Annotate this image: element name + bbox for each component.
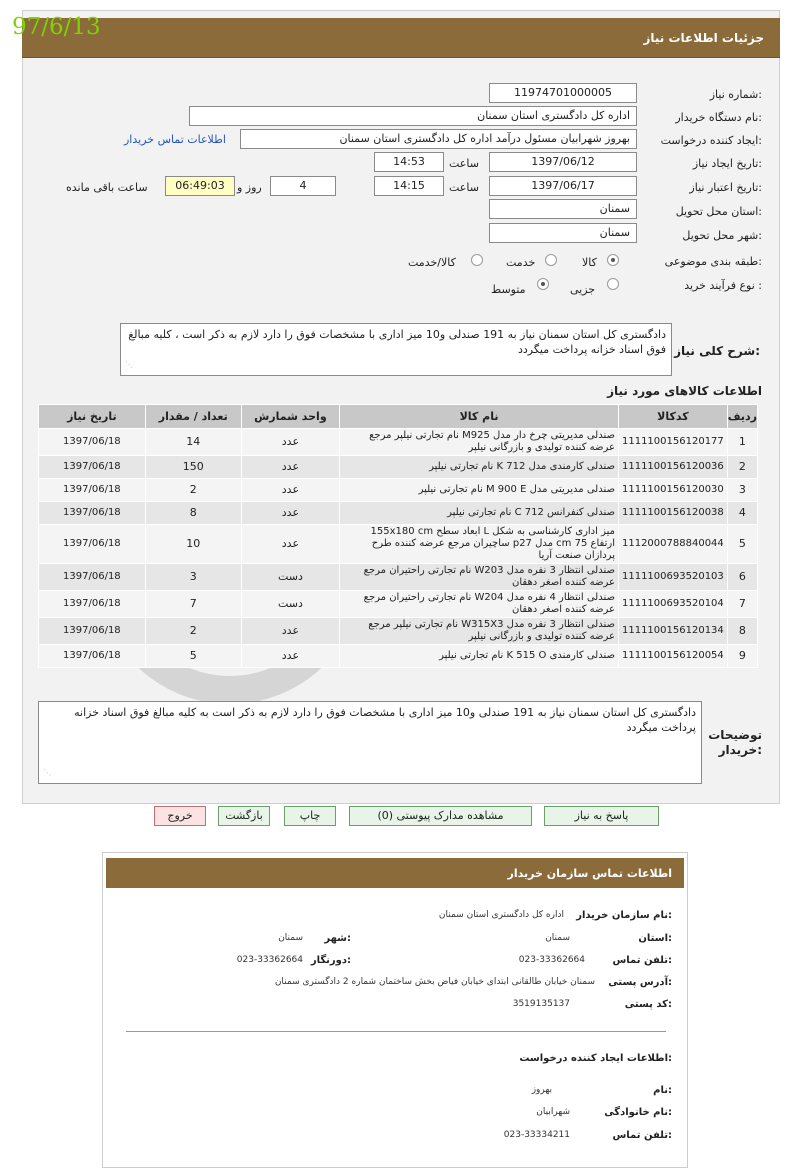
contact-province-value: سمنان [545, 933, 570, 943]
table-row [39, 591, 758, 618]
created-time-label: ساعت [449, 157, 479, 170]
date-cell: 1397/06/18 [39, 502, 146, 525]
table-row [39, 429, 758, 456]
date-cell: 1397/06/18 [39, 591, 146, 618]
unit-cell: عدد [241, 456, 339, 479]
quantity-cell: 14 [145, 429, 241, 456]
creator-phone-label: تلفن تماس: [612, 1130, 672, 1141]
date-cell: 1397/06/18 [39, 479, 146, 502]
items-table [38, 404, 758, 668]
table-row [39, 479, 758, 502]
category-radio-both[interactable] [471, 254, 483, 266]
name-cell: صندلی انتظار 3 نفره مدل W315X3 نام تجارتی نیلپر مرجع عرضه کننده تولیدی و بازرگانی نیلپر [340, 618, 619, 645]
quantity-cell: 10 [145, 525, 241, 564]
contact-province-label: استان: [638, 933, 672, 944]
buyer-field: اداره کل دادگستری استان سمنان [189, 106, 637, 126]
category-option-goods: کالا [582, 256, 597, 269]
postal-code-label: کد پستی: [624, 999, 672, 1010]
row-number-cell: 9 [727, 645, 757, 668]
valid-time-field: 14:15 [374, 176, 444, 196]
quantity-cell: 8 [145, 502, 241, 525]
table-row [39, 618, 758, 645]
created-date-field: 1397/06/12 [489, 152, 637, 172]
row-number-cell: 4 [727, 502, 757, 525]
valid-date-field: 1397/06/17 [489, 176, 637, 196]
name-cell: صندلی مدیریتی مدل M 900 E نام تجارتی نیلپر [340, 479, 619, 502]
table-row [39, 502, 758, 525]
table-row [39, 525, 758, 564]
contact-card [102, 852, 688, 1168]
date-cell: 1397/06/18 [39, 645, 146, 668]
exit-button[interactable]: خروج [154, 806, 206, 826]
code-cell: 1112000788840044 [618, 525, 727, 564]
unit-cell: دست [241, 591, 339, 618]
valid-date-label: تاریخ اعتبار نیاز: [689, 181, 762, 194]
resize-grip-icon[interactable]: ⋰ [125, 360, 133, 369]
contact-card-header [106, 858, 684, 888]
row-number-cell: 5 [727, 525, 757, 564]
col-header-name: نام کالا [340, 405, 619, 429]
quantity-cell: 5 [145, 645, 241, 668]
table-row [39, 456, 758, 479]
col-header-date: تاریخ نیاز [39, 405, 146, 429]
buyer-notes-label: توضیحات خریدار: [708, 728, 762, 757]
contact-fax-value: 023-33362664 [236, 955, 303, 965]
requester-label: ایجاد کننده درخواست: [660, 134, 762, 147]
code-cell: 1111100693520103 [618, 564, 727, 591]
col-header-code: کدکالا [618, 405, 727, 429]
attachments-button[interactable]: مشاهده مدارک پیوستی (0) [349, 806, 532, 826]
name-cell: صندلی کارمندی K 515 O نام تجارتی نیلپر [340, 645, 619, 668]
unit-cell: عدد [241, 502, 339, 525]
contact-city-value: سمنان [278, 933, 303, 943]
date-cell: 1397/06/18 [39, 618, 146, 645]
col-header-row-number: ردیف [727, 405, 757, 429]
category-label: طبقه بندی موضوعی: [664, 255, 762, 268]
valid-time-label: ساعت [449, 181, 479, 194]
process-radio-minor[interactable] [607, 278, 619, 290]
unit-cell: عدد [241, 525, 339, 564]
row-number-cell: 1 [727, 429, 757, 456]
postal-code-value: 3519135137 [512, 999, 570, 1009]
name-cell: صندلی کارمندی مدل K 712 نام تجارتی نیلپر [340, 456, 619, 479]
date-cell: 1397/06/18 [39, 456, 146, 479]
process-option-minor: جزیی [570, 283, 596, 296]
org-label: نام سازمان خریدار: [576, 910, 672, 921]
process-radio-medium[interactable] [537, 278, 549, 290]
date-stamp: 97/6/13 [12, 14, 101, 40]
summary-text: دادگستری کل استان سمنان نیاز به 191 صندلی و10 میز اداری با مشخصات فوق را دارد لازم به ذکر است ، کلیه مبالغ فوق اسناد خزانه پرداخت میگردد [128, 328, 666, 356]
quantity-cell: 2 [145, 479, 241, 502]
unit-cell: عدد [241, 479, 339, 502]
requester-field: بهروز شهرابیان مسئول درآمد اداره کل دادگستری استان سمنان [240, 129, 637, 149]
contact-fax-label: دورنگار: [310, 955, 351, 966]
city-field: سمنان [489, 223, 637, 243]
unit-cell: عدد [241, 618, 339, 645]
col-header-quantity: تعداد / مقدار [145, 405, 241, 429]
quantity-cell: 3 [145, 564, 241, 591]
code-cell: 1111100156120036 [618, 456, 727, 479]
remaining-label: ساعت باقی مانده [66, 181, 148, 194]
address-label: آدرس پستی: [608, 977, 672, 988]
code-cell: 1111100693520104 [618, 591, 727, 618]
divider [126, 1031, 666, 1032]
category-option-service: خدمت [506, 256, 536, 269]
process-label: نوع فرآیند خرید : [684, 279, 762, 292]
date-cell: 1397/06/18 [39, 564, 146, 591]
contact-phone-value: 023-33362664 [518, 955, 585, 965]
title-bar [22, 18, 780, 58]
unit-cell: عدد [241, 645, 339, 668]
need-number-field: 1197470100000​5 [489, 83, 637, 103]
unit-cell: دست [241, 564, 339, 591]
quantity-cell: 150 [145, 456, 241, 479]
contact-city-label: شهر: [324, 933, 351, 944]
province-label: استان محل تحویل: [675, 205, 762, 218]
summary-label: شرح کلی نیاز: [674, 344, 760, 358]
page-title: جزئیات اطلاعات نیاز [643, 31, 764, 45]
creator-name-value: بهروز [531, 1085, 552, 1095]
buyer-notes-text: دادگستری کل استان سمنان نیاز به 191 صندلی و10 میز اداری با مشخصات فوق را دارد لازم به ذکر است به کلیه مبالغ فوق اسناد خزانه پرداخت میگردد [74, 706, 696, 734]
category-option-both: کالا/خدمت [408, 256, 456, 269]
row-number-cell: 3 [727, 479, 757, 502]
unit-cell: عدد [241, 429, 339, 456]
buyer-label: نام دستگاه خریدار: [675, 111, 762, 124]
code-cell: 1111100156120030 [618, 479, 727, 502]
province-field: سمنان [489, 199, 637, 219]
code-cell: 1111100156120038 [618, 502, 727, 525]
col-header-unit: واحد شمارش [241, 405, 339, 429]
buyer-notes-textarea[interactable] [38, 701, 702, 784]
creator-section-title: اطلاعات ایجاد کننده درخواست: [519, 1053, 672, 1064]
summary-textarea[interactable] [120, 323, 672, 376]
created-time-field: 14:53 [374, 152, 444, 172]
creator-family-value: شهرابیان [536, 1107, 570, 1117]
remaining-time-field: 06:49:03 [165, 176, 235, 196]
reply-button[interactable]: پاسخ به نیاز [544, 806, 659, 826]
table-row [39, 564, 758, 591]
resize-grip-icon[interactable]: ⋰ [43, 768, 51, 777]
code-cell: 1111100156120177 [618, 429, 727, 456]
row-number-cell: 8 [727, 618, 757, 645]
name-cell: صندلی انتظار 3 نفره مدل W203 نام تجارتی راحتیران مرجع عرضه کننده اصغر دهقان [340, 564, 619, 591]
date-cell: 1397/06/18 [39, 429, 146, 456]
creator-family-label: نام خانوادگی: [604, 1107, 672, 1118]
name-cell: میز اداری کارشناسی به شکل L ابعاد سطح 155x180 cm ارتفاع 75 cm مدل p27 ساچیران مرجع عرضه کننده طرح پردازان صنعت آریا [340, 525, 619, 564]
name-cell: صندلی مدیریتی چرخ دار مدل M925 نام تجارتی نیلپر مرجع عرضه کننده تولیدی و بازرگانی نیلپر [340, 429, 619, 456]
days-label: روز و [237, 181, 262, 194]
code-cell: 1111100156120134 [618, 618, 727, 645]
name-cell: صندلی انتظار 4 نفره مدل W204 نام تجارتی راحتیران مرجع عرضه کننده اصغر دهقان [340, 591, 619, 618]
row-number-cell: 6 [727, 564, 757, 591]
quantity-cell: 2 [145, 618, 241, 645]
contact-card-title: اطلاعات تماس سازمان خریدار [507, 867, 672, 880]
creator-name-label: نام: [653, 1085, 672, 1096]
created-date-label: تاریخ ایجاد نیاز: [692, 157, 762, 170]
code-cell: 1111100156120054 [618, 645, 727, 668]
table-header-row [39, 405, 758, 429]
name-cell: صندلی کنفرانس C 712 نام تجارتی نیلپر [340, 502, 619, 525]
address-value: سمنان خیابان طالقانی ابتدای خیابان فیاض بخش ساختمان شماره 2 دادگستری سمنان [274, 977, 595, 987]
contact-phone-label: تلفن تماس: [612, 955, 672, 966]
category-radio-goods[interactable] [607, 254, 619, 266]
process-option-medium: متوسط [491, 283, 526, 296]
date-cell: 1397/06/18 [39, 525, 146, 564]
contact-info-link[interactable]: اطلاعات تماس خریدار [124, 133, 226, 146]
quantity-cell: 7 [145, 591, 241, 618]
row-number-cell: 7 [727, 591, 757, 618]
need-number-label: شماره نیاز: [709, 88, 762, 101]
city-label: شهر محل تحویل: [682, 229, 762, 242]
org-value: اداره کل دادگستری استان سمنان [438, 910, 564, 920]
category-radio-service[interactable] [545, 254, 557, 266]
items-section-title: اطلاعات کالاهای مورد نیاز [607, 384, 762, 398]
back-button[interactable]: بازگشت [218, 806, 270, 826]
table-row [39, 645, 758, 668]
print-button[interactable]: چاپ [284, 806, 336, 826]
creator-phone-value: 023-33334211 [503, 1130, 570, 1140]
days-field: 4 [270, 176, 336, 196]
row-number-cell: 2 [727, 456, 757, 479]
